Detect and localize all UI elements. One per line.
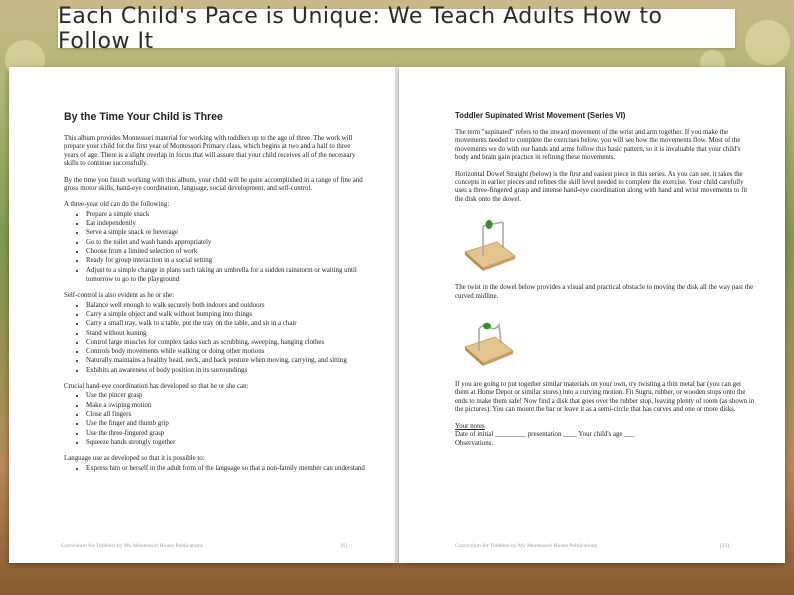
dowel-twist-illustration	[461, 309, 517, 369]
list-item: • Squeeze hands strongly together	[86, 438, 365, 447]
list-item: • Choose from a limited selection of work	[86, 247, 365, 256]
banner	[58, 3, 735, 54]
list-item: • Controls body movements while walking or doing other motions	[86, 347, 365, 356]
banner-title: Each Child's Pace is Unique: We Teach Adults How to Follow It	[58, 3, 663, 54]
list-item: • Use the pincer grasp	[86, 391, 365, 400]
notes-line: Date of initial _________ presentation ____ Your child's age ___	[455, 431, 635, 439]
finish-paragraph: By the time you finish working with this album, your child will be quite accomplished in a range of fine and gross motor skills, hand-eye coordination, language, social development, and self-control.	[64, 176, 363, 193]
twist-dowel-paragraph: The twist in the dowel below provides a visual and practical obstacle to moving the disk all the way past the curved midline.	[455, 284, 754, 300]
list-item: • Prepare a simple snack	[86, 210, 365, 219]
page-number: [33]	[719, 543, 729, 549]
left-page-footer	[9, 543, 395, 549]
observations-label: Observations:	[455, 439, 494, 447]
list-item: • Balance well enough to walk securely both indoors and outdoors	[86, 301, 365, 310]
intro-paragraph: This album provides Montessori material for working with toddlers up to the age of three. The work will prepare your child for the first year of Montessori Primary class, which begins at two and a half to three years of age. There is a slight overlap in focus that will assure that your child receives all of the necessary skills to continue successfully.	[64, 135, 356, 168]
list-item: • Exhibits an awareness of body position in its surroundings	[86, 366, 365, 375]
twisted-dowel-image	[461, 309, 517, 369]
self-control-heading: Self-control is also evident as he or she:	[64, 292, 175, 300]
right-page-title: Toddler Supinated Wrist Movement (Series VI)	[455, 111, 626, 120]
instructions-paragraph: If you are going to put together similar materials on your own, try twisting a thin metal bar (you can get them at Home Depot or similar stores) into a curving motion. Fit Sugru, rubber, or wooden stops onto the ends to make them safe! Now find a disk that goes over the rubber stop, leaving plenty of room (as shown in the pictures). You can mount the bar or leave it as a semi-circle that has curves and one or more disks.	[455, 381, 755, 414]
list-item: • Go to the toilet and wash hands appropriately	[86, 238, 365, 247]
list-item: • Carry a simple object and walk without bumping into things	[86, 310, 365, 319]
three-year-old-heading: A three-year old can do the following:	[64, 201, 170, 209]
hand-eye-list	[64, 391, 365, 447]
list-item: • Adjust to a simple change in plans such taking an umbrella for a sudden rainstorm or waiting until tomorrow to go to the playground	[86, 266, 365, 285]
list-item: • Ready for group interaction in a social setting	[86, 256, 365, 265]
list-item: • Close all fingers	[86, 410, 365, 419]
three-year-old-list	[64, 210, 365, 284]
list-item: • Use the three-fingered grasp	[86, 429, 365, 438]
hand-eye-heading: Crucial hand-eye coordination has developed so that he or she can:	[64, 383, 249, 390]
left-page	[9, 67, 395, 563]
page-number: [6]	[340, 543, 347, 549]
bokeh-light	[745, 20, 790, 65]
horizontal-dowel-paragraph: Horizontal Dowel Straight (below) is the first and easiest piece in this series. As you can see, it takes the concepts in earlier pieces and refines the skill level needed to complete the exercise. Your child carefully uses a three-fingered grasp and intense hand-eye coordination along with hand and wrist movements to fit the disk onto the dowel.	[455, 170, 748, 203]
list-item: • Use the finger and thumb grip	[86, 419, 365, 428]
notes-section	[455, 423, 755, 448]
language-list	[64, 464, 365, 473]
right-page	[399, 67, 785, 563]
right-page-footer	[399, 543, 785, 549]
notes-heading: Your notes	[455, 422, 485, 430]
left-page-title: By the Time Your Child is Three	[64, 111, 223, 123]
list-item: • Stand without leaning	[86, 329, 365, 338]
supinated-paragraph: The term "supinated" refers to the inward movement of the wrist and arm together. If you make the movements needed to complete the exercises below, you will see how the movements flow. Most of the movements we do with our hands and arms follow this basic pattern, so it is invaluable that your child's body and brain gain practice in refining these movements.	[455, 129, 741, 162]
dowel-straight-illustration	[461, 212, 517, 272]
footer-text: Curriculum for Toddlers by My Montessori House Publications	[61, 543, 203, 549]
list-item: • Carry a small tray, walk to a table, put the tray on the table, and sit in a chair	[86, 319, 365, 328]
list-item: • Serve a simple snack or beverage	[86, 228, 365, 237]
list-item: • Naturally maintains a healthy head, neck, and back posture when moving, carrying, and sitting	[86, 356, 365, 365]
horizontal-dowel-straight-image	[461, 212, 517, 272]
list-item: • Control large muscles for complex tasks such as scrubbing, sweeping, hanging clothes	[86, 338, 365, 347]
list-item: • Express him or herself in the adult form of the language so that a non-family member can understand	[86, 464, 365, 473]
list-item: • Eat independently	[86, 219, 365, 228]
footer-text: Curriculum for Toddlers by My Montessori House Publications	[455, 543, 597, 549]
language-heading: Language use as developed so that it is possible to:	[64, 455, 205, 463]
list-item: • Make a swiping motion	[86, 401, 365, 410]
self-control-list	[64, 301, 365, 375]
